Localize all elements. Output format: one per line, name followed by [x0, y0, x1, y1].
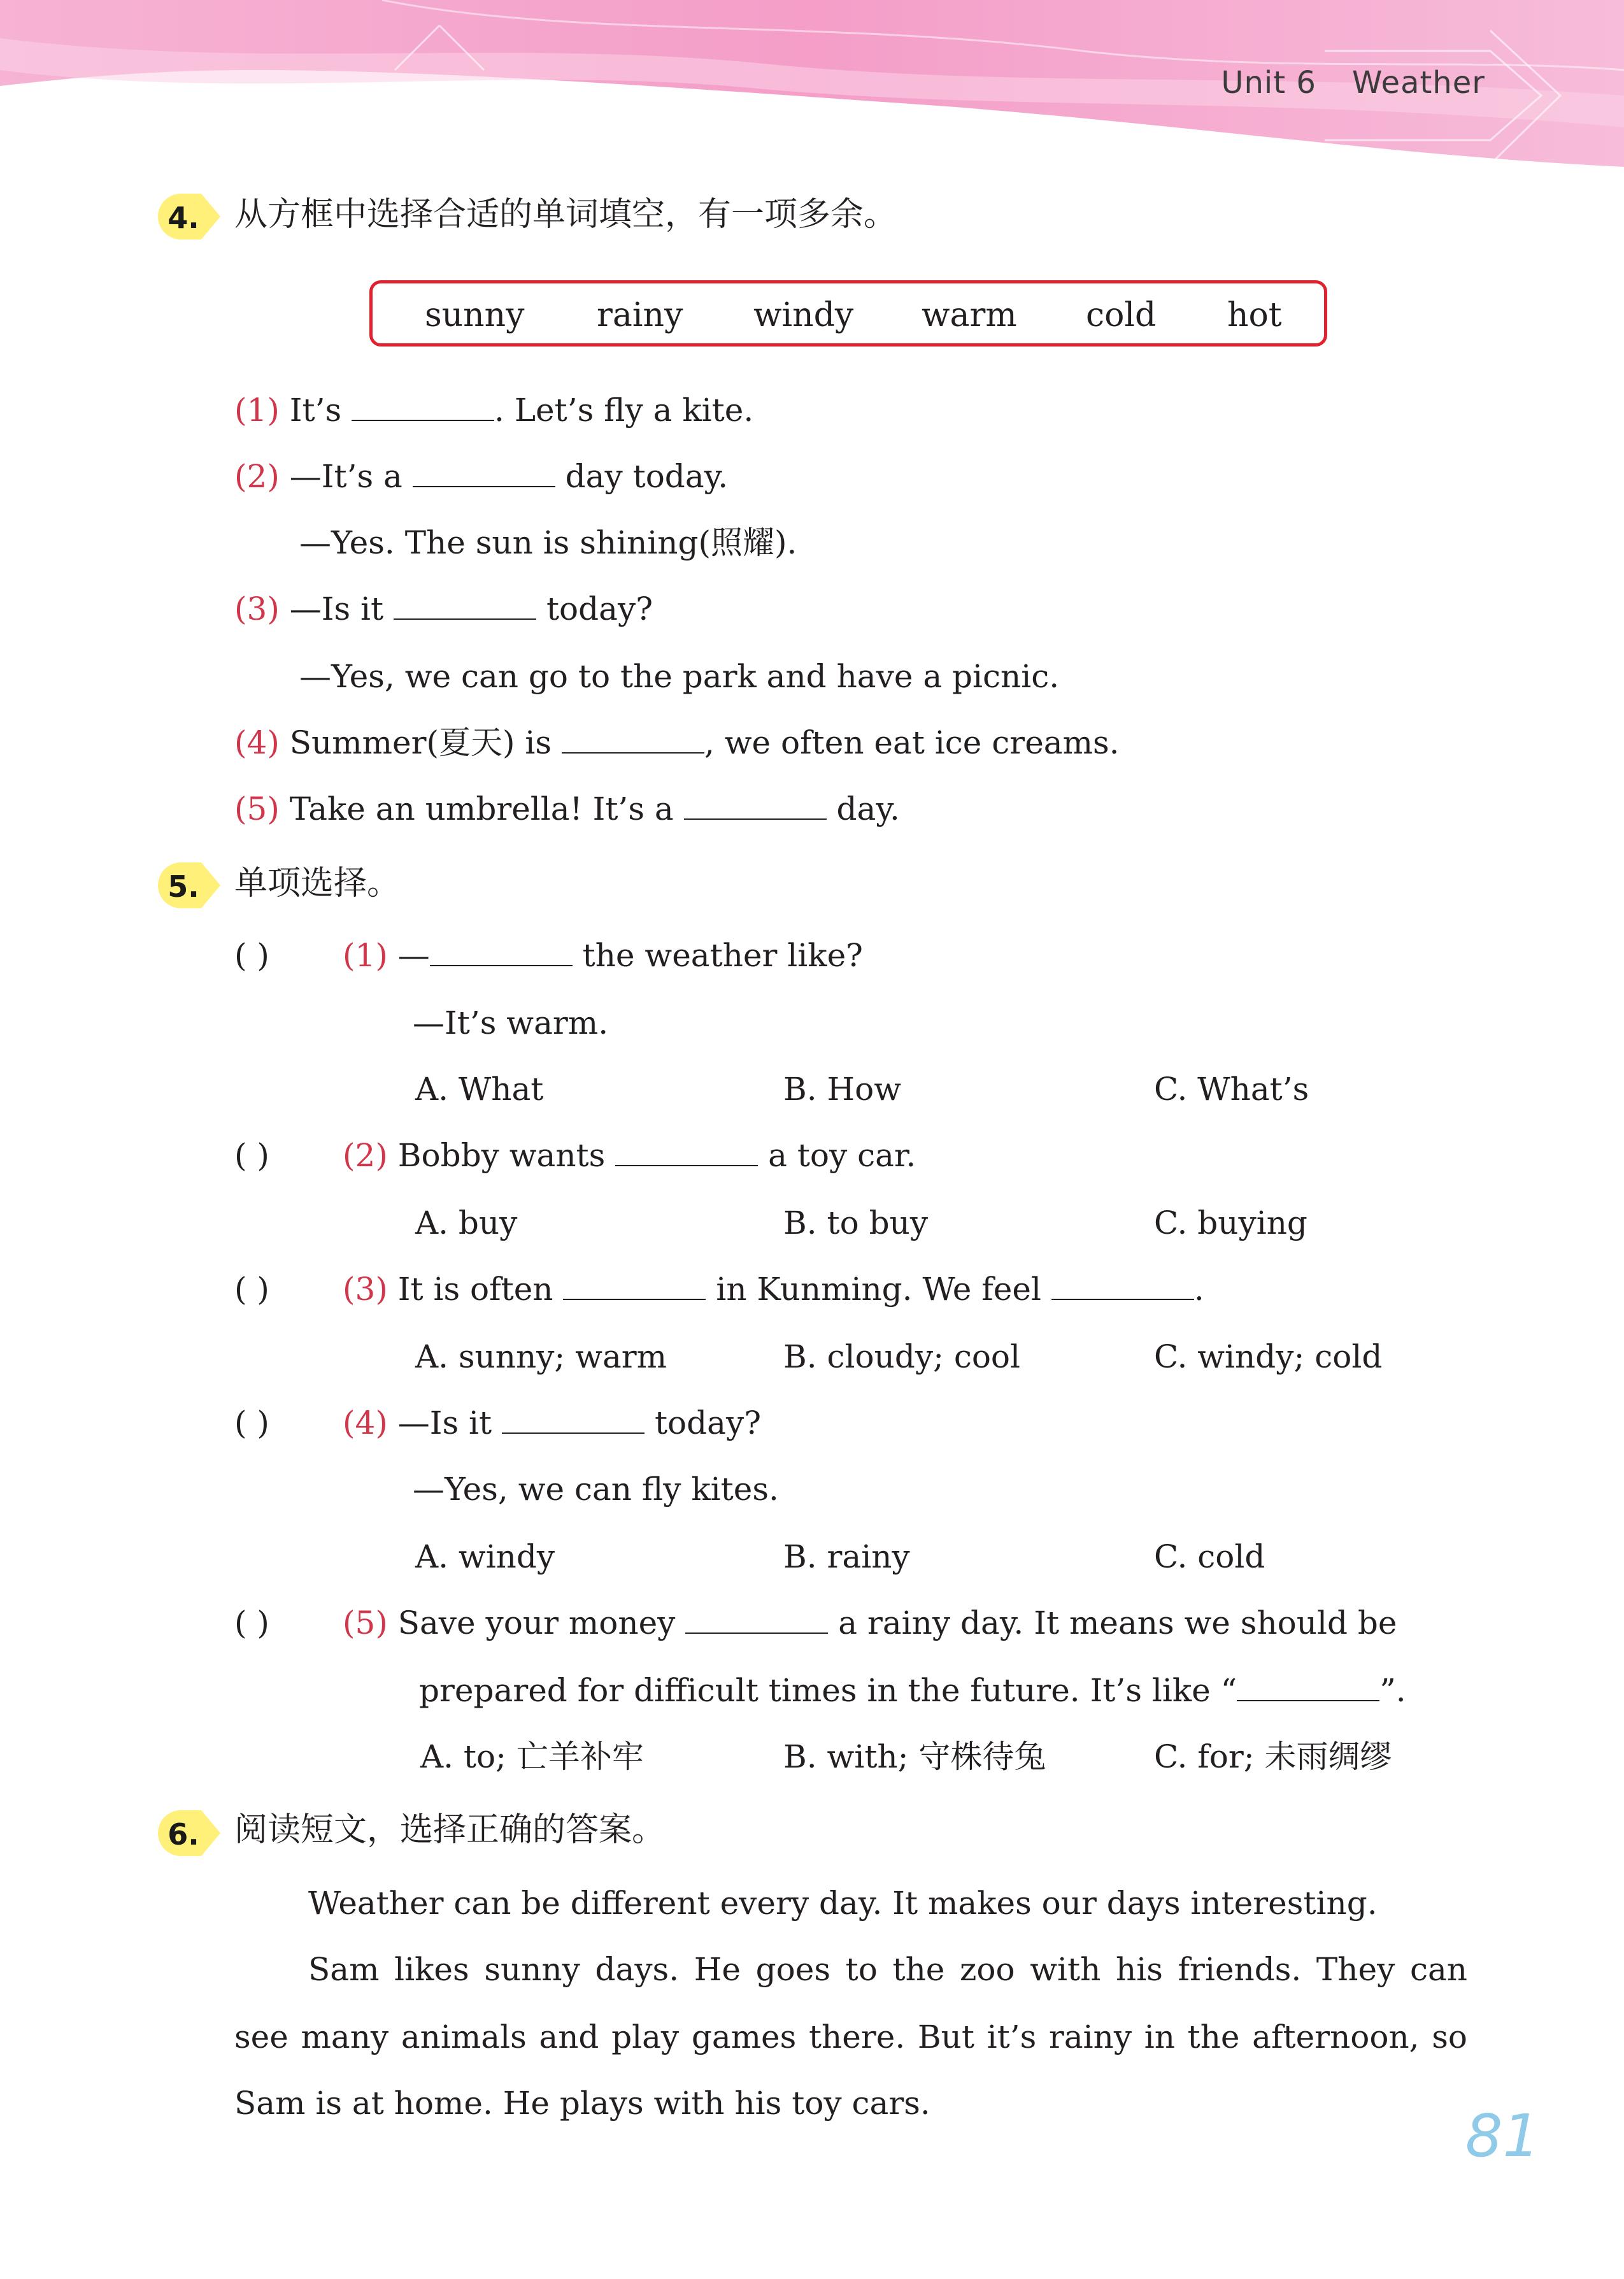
section-4-title: 从方框中选择合适的单词填空，有一项多余。	[234, 196, 897, 234]
s5-q5-opt-a: A. to; 亡羊补牢	[420, 1738, 644, 1775]
s5-q3-opt-c: C. windy; cold	[1154, 1338, 1383, 1375]
s4-q5: (5) Take an umbrella! It’s a day.	[234, 790, 900, 827]
answer-paren[interactable]: ( )	[234, 1604, 269, 1641]
blank[interactable]	[563, 1271, 706, 1300]
s5-q4-opt-a: A. windy	[415, 1538, 555, 1575]
blank[interactable]	[1051, 1271, 1194, 1300]
s5-q2-opt-b: B. to buy	[783, 1204, 929, 1241]
s5-q5-line2: prepared for difficult times in the future. It’s like “ ”.	[419, 1672, 1406, 1709]
section-5-title: 单项选择。	[234, 864, 401, 903]
s5-q1-opt-a: A. What	[415, 1071, 544, 1108]
s5-q2-opt-c: C. buying	[1154, 1204, 1307, 1241]
answer-paren[interactable]: ( )	[234, 1271, 269, 1308]
s5-q1-opt-c: C. What’s	[1154, 1071, 1309, 1108]
passage-line-2: Sam likes sunny days. He goes to the zoo with his friends. They can	[308, 1951, 1467, 1988]
s5-q1-line2: —It’s warm.	[413, 1004, 609, 1041]
word-box	[369, 280, 1327, 346]
blank[interactable]	[1237, 1672, 1379, 1701]
s5-q4: (4) —Is it today?	[343, 1404, 762, 1441]
s4-q2-line2: —Yes. The sun is shining(照耀).	[299, 524, 797, 561]
s4-q1: (1) It’s . Let’s fly a kite.	[234, 392, 754, 429]
blank[interactable]	[352, 392, 494, 421]
word-sunny: sunny	[425, 296, 525, 334]
unit-label: Unit 6	[1221, 65, 1316, 101]
blank[interactable]	[685, 1604, 828, 1634]
s4-q4: (4) Summer(夏天) is , we often eat ice creams.	[234, 724, 1120, 761]
answer-paren[interactable]: ( )	[234, 1404, 269, 1441]
section-6-title: 阅读短文，选择正确的答案。	[234, 1811, 666, 1849]
blank[interactable]	[430, 937, 573, 966]
s5-q2-opt-a: A. buy	[415, 1204, 518, 1241]
s5-q5-opt-c: C. for; 未雨绸缪	[1154, 1738, 1392, 1775]
s4-q3: (3) —Is it today?	[234, 590, 653, 627]
s5-q4-opt-b: B. rainy	[783, 1538, 910, 1575]
blank[interactable]	[615, 1137, 758, 1166]
s5-q4-opt-c: C. cold	[1154, 1538, 1265, 1575]
blank[interactable]	[562, 724, 704, 754]
answer-paren[interactable]: ( )	[234, 937, 269, 974]
word-rainy: rainy	[597, 296, 683, 334]
word-cold: cold	[1086, 296, 1157, 334]
section-4-badge: 4.	[157, 192, 223, 241]
page-number: 81	[1465, 2102, 1540, 2170]
answer-paren[interactable]: ( )	[234, 1137, 269, 1174]
s5-q2: (2) Bobby wants a toy car.	[343, 1137, 916, 1174]
blank[interactable]	[502, 1404, 645, 1434]
unit-title: Weather	[1351, 65, 1485, 101]
s5-q3: (3) It is often in Kunming. We feel .	[343, 1271, 1204, 1308]
passage-line-3: see many animals and play games there. But it’s rainy in the afternoon, so	[234, 2018, 1467, 2055]
s4-q3-line2: —Yes, we can go to the park and have a picnic.	[299, 658, 1060, 695]
blank[interactable]	[394, 590, 536, 620]
s5-q3-opt-a: A. sunny; warm	[415, 1338, 667, 1375]
s5-q3-opt-b: B. cloudy; cool	[783, 1338, 1021, 1375]
s5-q5-opt-b: B. with; 守株待兔	[783, 1738, 1046, 1775]
section-5-badge: 5.	[157, 861, 223, 910]
passage-line-4: Sam is at home. He plays with his toy cars.	[234, 2085, 930, 2122]
s5-q4-line2: —Yes, we can fly kites.	[413, 1471, 779, 1508]
unit-header	[1221, 65, 1485, 101]
s5-q1-opt-b: B. How	[783, 1071, 902, 1108]
passage-line-1: Weather can be different every day. It makes our days interesting.	[308, 1885, 1378, 1922]
s5-q5: (5) Save your money a rainy day. It means we should be	[343, 1604, 1397, 1641]
word-hot: hot	[1227, 296, 1282, 334]
word-warm: warm	[922, 296, 1017, 334]
blank[interactable]	[413, 458, 555, 487]
word-windy: windy	[753, 296, 854, 334]
s4-q2: (2) —It’s a day today.	[234, 458, 729, 495]
s5-q1: (1) — the weather like?	[343, 937, 863, 974]
section-6-badge: 6.	[157, 1809, 223, 1857]
blank[interactable]	[684, 790, 827, 820]
